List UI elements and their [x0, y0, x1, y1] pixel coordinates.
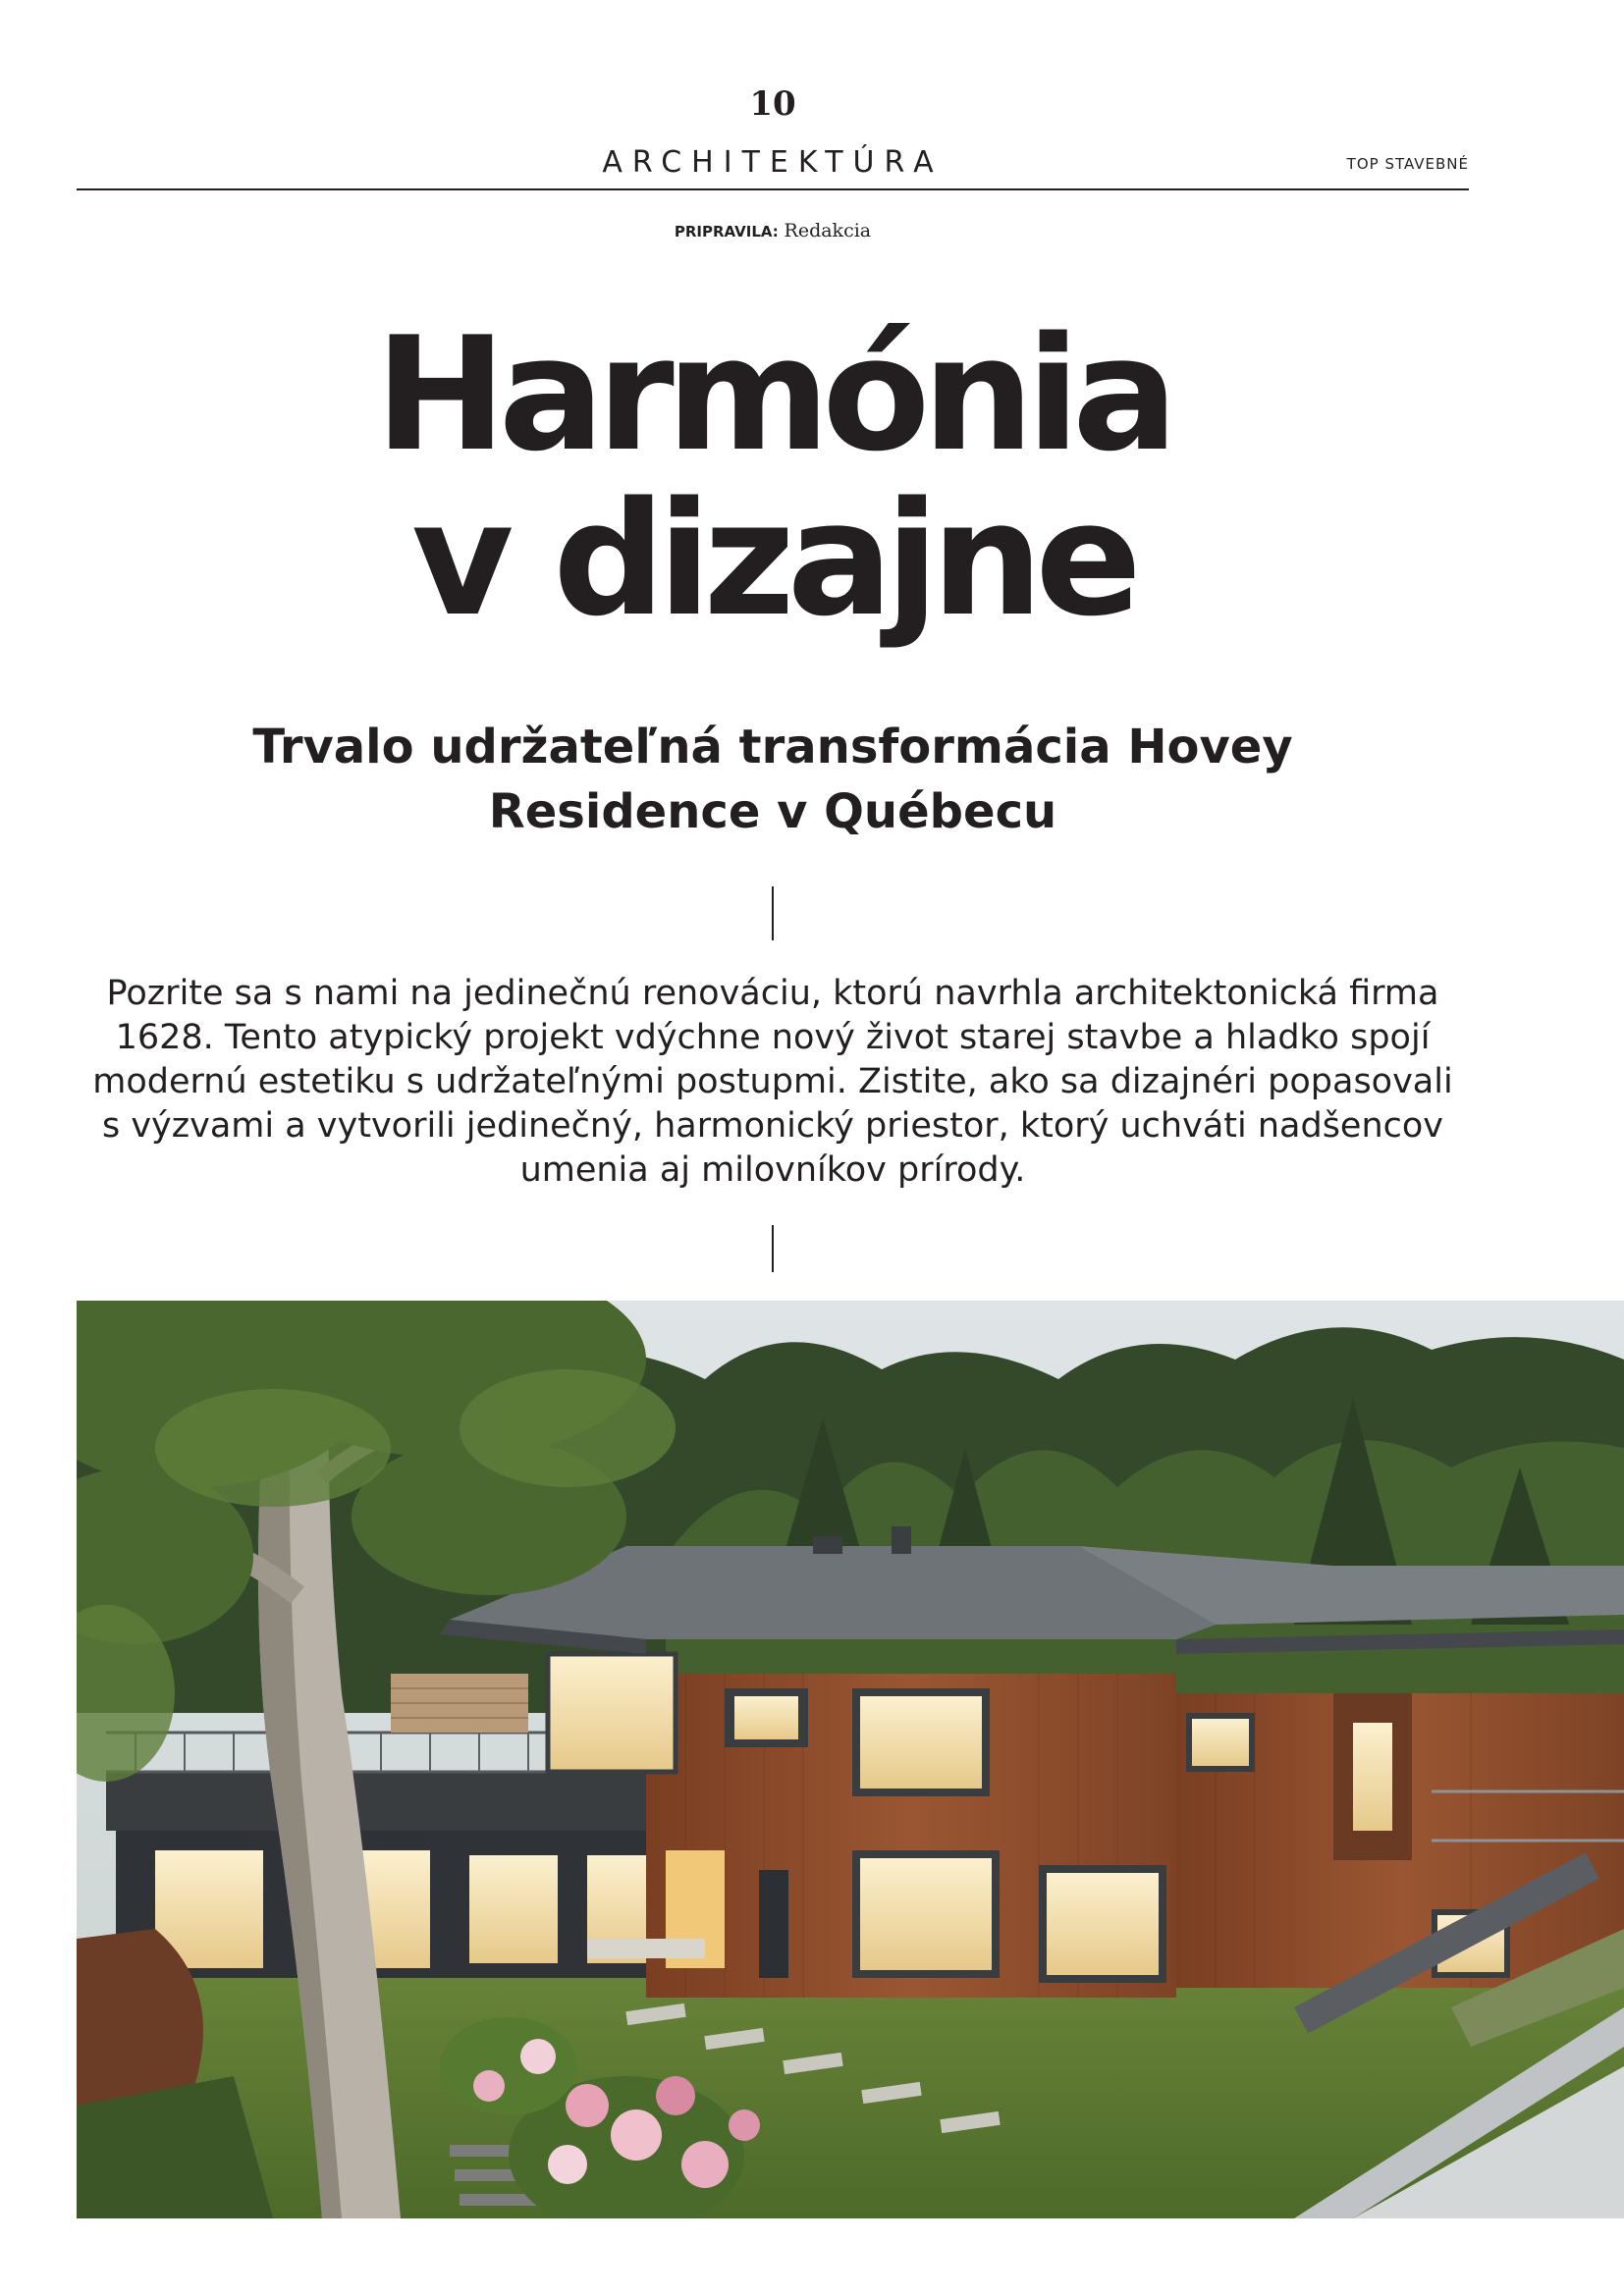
- article-lead: [77, 972, 1469, 1193]
- house-photo: [77, 1301, 1624, 2218]
- subtitle-line-2: Residence v Québecu: [488, 784, 1057, 839]
- subtitle-line-1: Trvalo udržateľná transformácia Hovey: [252, 720, 1293, 774]
- credit-name: Redakcia: [784, 220, 872, 241]
- headline-line-1: Harmónia: [374, 302, 1171, 486]
- article-headline: [0, 302, 1545, 651]
- lead-line: 1628. Tento atypický projekt vdýchne nový život starej stavbe a hladko spojí: [115, 1018, 1431, 1057]
- headline-line-2: v dizajne: [411, 467, 1134, 651]
- lead-line: umenia aj milovníkov prírody.: [519, 1150, 1026, 1190]
- divider-vertical-bottom: [772, 1225, 774, 1272]
- page-number: 10: [749, 84, 796, 124]
- header-rule: [77, 188, 1469, 190]
- article-subtitle: [196, 715, 1349, 844]
- lead-line: s výzvami a vytvorili jedinečný, harmonický priestor, ktorý uchváti nadšencov: [101, 1106, 1444, 1146]
- credit-label: PRIPRAVILA:: [674, 223, 779, 240]
- section-title: ARCHITEKTÚRA: [602, 145, 944, 180]
- divider-vertical-top: [772, 886, 774, 940]
- magazine-name: TOP STAVEBNÉ: [1346, 155, 1469, 173]
- lead-line: modernú estetiku s udržateľnými postupmi. Zistite, ako sa dizajnéri popasovali: [92, 1062, 1453, 1101]
- author-credit: [0, 220, 1545, 241]
- lead-line: Pozrite sa s nami na jedinečnú renováciu, ktorú navrhla architektonická firma: [106, 974, 1439, 1013]
- house-photo-illustration: [77, 1301, 1624, 2218]
